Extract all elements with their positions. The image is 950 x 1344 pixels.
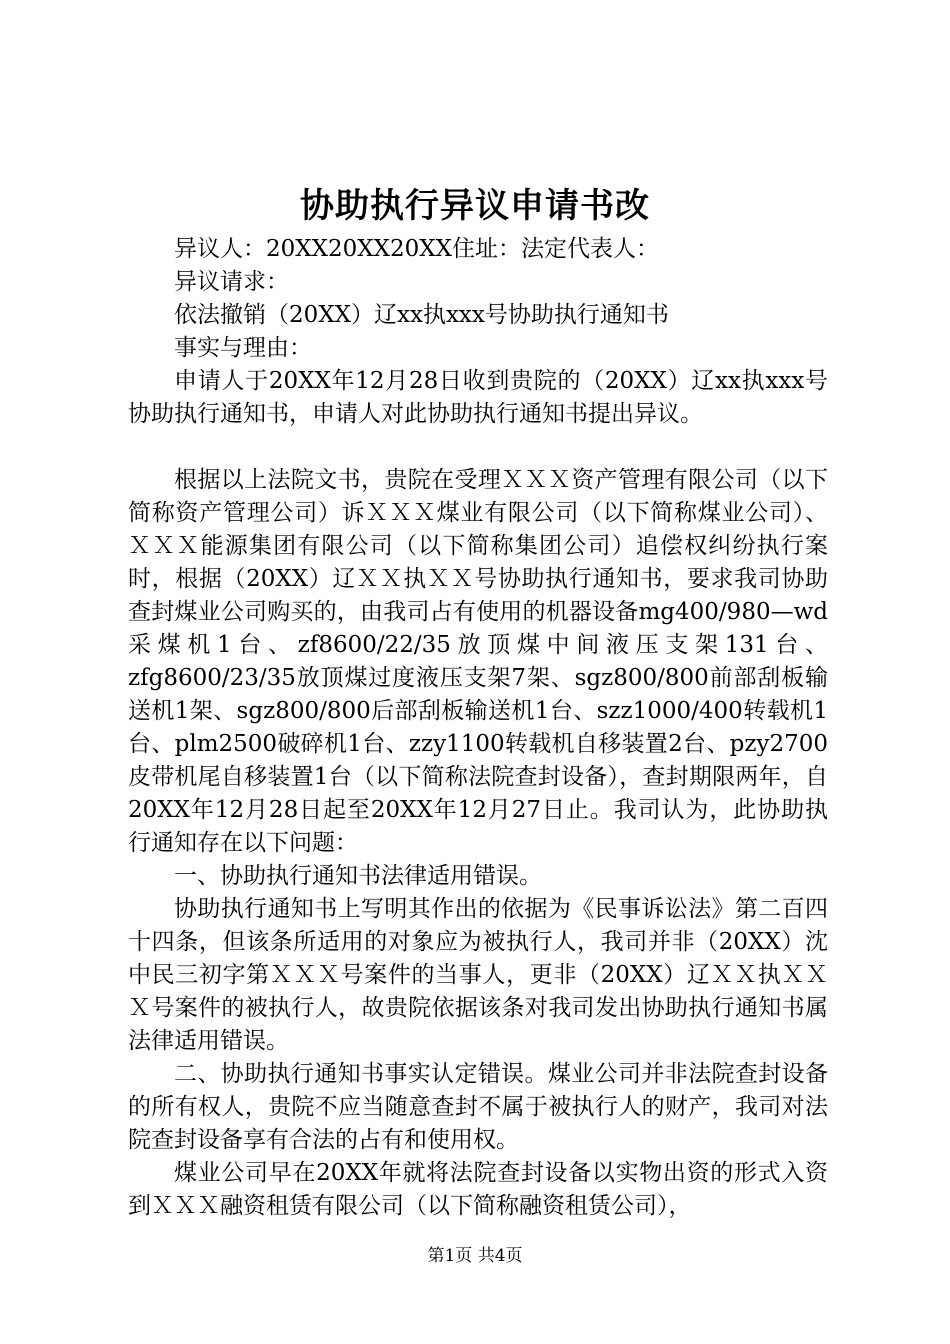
document-body [128, 233, 828, 1223]
page-footer: 第1页 共4页 [427, 1246, 523, 1266]
paragraph-facts-heading: 事实与理由： [174, 335, 312, 361]
document-title: 协助执行异议申请书改 [300, 186, 650, 226]
paragraph-background: 根据以上法院文书，贵院在受理ＸＸＸ资产管理有限公司（以下简称资产管理公司）诉ＸＸＸ煤业有限公司（以下简称煤业公司）、ＸＸＸ能源集团有限公司（以下简称集团公司）追偿权纠纷执行案时，根据（20XX）辽ＸＸ执ＸＸ号协助执行通知书，要求我司协助查封煤业公司购买的，由我司占有使用的机器设备mg400/980—wd采煤机1台、zf8600/22/35放顶煤中间液压支架131台、zfg8600/23/35放顶煤过度液压支架7架、sgz800/800前部刮板输送机1架、sgz800/800后部刮板输送机1台、szz1000/400转载机1台、plm2500破碎机1台、zzy1100转载机自移装置2台、pzy2700皮带机尾自移装置1台（以下简称法院查封设备），查封期限两年，自20XX年12月28日起至20XX年12月27日止。我司认为，此协助执行通知存在以下问题： [128, 467, 828, 856]
paragraph-request-heading: 异议请求： [174, 269, 289, 295]
paragraph-point-one: 协助执行通知书上写明其作出的依据为《民事诉讼法》第二百四十四条，但该条所适用的对象应为被执行人，我司并非（20XX）沈中民三初字第ＸＸＸ号案件的当事人，更非（20XX）辽ＸＸ执ＸＸＸ号案件的被执行人，故贵院依据该条对我司发出协助执行通知书属法律适用错误。 [128, 896, 828, 1054]
paragraph-point-two: 二、协助执行通知书事实认定错误。煤业公司并非法院查封设备的所有权人，贵院不应当随意查封不属于被执行人的财产，我司对法院查封设备享有合法的占有和使用权。 [128, 1061, 828, 1153]
paragraph-point-one-heading: 一、协助执行通知书法律适用错误。 [174, 863, 542, 889]
paragraph-contribution: 煤业公司早在20XX年就将法院查封设备以实物出资的形式入资到ＸＸＸ融资租赁有限公司（以下简称融资租赁公司）， [128, 1160, 828, 1219]
paragraph-request: 依法撤销（20XX）辽xx执xxx号协助执行通知书 [174, 302, 669, 328]
paragraph-receipt: 申请人于20XX年12月28日收到贵院的（20XX）辽xx执xxx号协助执行通知书，申请人对此协助执行通知书提出异议。 [128, 368, 828, 427]
paragraph-objector: 异议人：20XX20XX20XX住址：法定代表人： [174, 236, 660, 262]
